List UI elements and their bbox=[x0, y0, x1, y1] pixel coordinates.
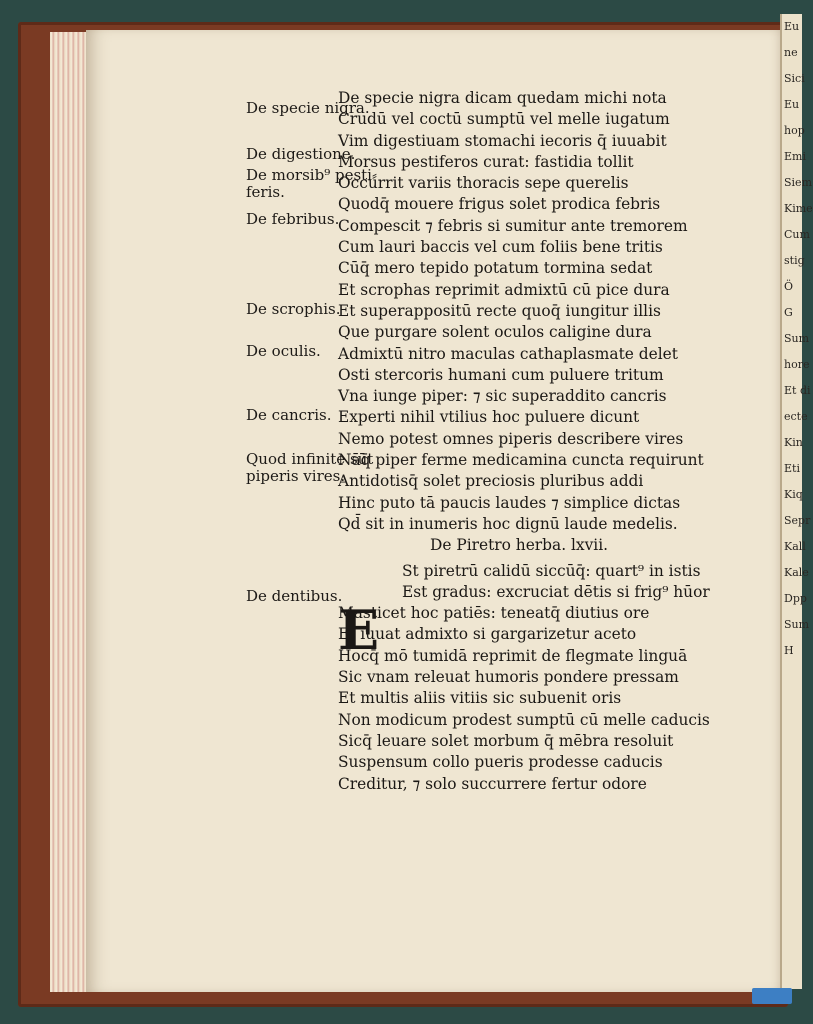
text-line: Nāq̄ piper ferme medicamina cuncta requirunt bbox=[338, 451, 704, 470]
text-line: Antidotisq̄ solet preciosis pluribus addi bbox=[338, 472, 644, 491]
chapter-text-line: Et iuuat admixto si gargarizetur aceto bbox=[338, 625, 637, 644]
text-line: Qd̄ sit in inumeris hoc dignū laude medelis. bbox=[338, 514, 678, 533]
facing-page-fragment: Kin bbox=[784, 436, 803, 449]
text-line: Que purgare solent oculos caligine dura bbox=[338, 323, 652, 342]
text-line: De specie nigra dicam quedam michi nota bbox=[338, 89, 667, 107]
facing-page-fragment: Eu bbox=[784, 20, 800, 33]
chapter-text-line: Hocq̄ mō tumidā reprimit de flegmate linguā bbox=[338, 646, 688, 665]
facing-page-fragment: H bbox=[784, 644, 794, 657]
text-line: Cūq̄ mero tepido potatum tormina sedat bbox=[338, 259, 653, 278]
chapter-heading: De Piretro herba. lxvii. bbox=[430, 536, 609, 555]
facing-page-fragment: Eti bbox=[784, 462, 800, 475]
facing-page-fragment: stig bbox=[784, 254, 805, 267]
chapter-text-line: Sicq̄ leuare solet morbum q̄ mēbra resoluit bbox=[338, 731, 674, 750]
marginal-note: De dentibus. bbox=[246, 587, 343, 605]
chapter-text-line: Suspensum collo pueris prodesse caducis bbox=[338, 753, 663, 772]
chapter-text-line: Creditur, ⁊ solo succurrere fertur odore bbox=[338, 774, 647, 793]
facing-page-fragment: Kale bbox=[784, 566, 809, 579]
main-text-column bbox=[338, 88, 738, 795]
facing-page-fragment: G bbox=[784, 306, 793, 319]
marginal-note: De morsib⁹ pesti⸗ feris. bbox=[246, 166, 377, 201]
chapter-text-line: Non modicum prodest sumptū cū melle caducis bbox=[338, 710, 710, 729]
facing-page-fragment: Kall bbox=[784, 540, 806, 553]
chapter-text-line: Masticet hoc patiēs: teneatq̄ diutius ore bbox=[338, 604, 650, 623]
facing-page-fragment: Et di bbox=[784, 384, 811, 397]
text-line: Nemo potest omnes piperis describere vires bbox=[338, 429, 684, 448]
marginal-note: De scrophis. bbox=[246, 300, 341, 318]
facing-page-fragment: Siem bbox=[784, 176, 812, 189]
facing-page-fragment: Kiq bbox=[784, 488, 803, 501]
text-line: Hinc puto tā paucis laudes ⁊ simplice dictas bbox=[338, 493, 681, 512]
facing-page-fragment: Sepr bbox=[784, 514, 811, 527]
text-line: Crudū vel coctū sumptū vel melle iugatum bbox=[338, 110, 670, 129]
decorated-initial: E bbox=[338, 598, 380, 662]
facing-page-fragment: Sum bbox=[784, 332, 810, 345]
text-line: Vim digestiuam stomachi iecoris q̄ iuuabit bbox=[338, 131, 667, 150]
chapter-text-line: Sic vnam releuat humoris pondere pressam bbox=[338, 668, 679, 687]
text-line: Osti stercoris humani cum puluere tritum bbox=[338, 365, 664, 384]
facing-page-fragment: hop bbox=[784, 124, 805, 137]
chapter-text-line: Est gradus: excruciat dētis si frig⁹ hūor bbox=[402, 582, 710, 601]
marginal-note: De digestione. bbox=[246, 145, 356, 163]
facing-page-fragment: Kime bbox=[784, 202, 813, 215]
facing-page-fragment: Emi bbox=[784, 150, 806, 163]
text-line: Et superappositū recte quoq̄ iungitur illis bbox=[338, 301, 661, 320]
marginal-note: De specie nigra. bbox=[246, 99, 370, 117]
marginal-note: De oculis. bbox=[246, 342, 321, 360]
text-line: Occurrit variis thoracis sepe querelis bbox=[338, 174, 629, 193]
marginal-note: Quod infinite sūt piperis vires. bbox=[246, 450, 374, 485]
text-line: Cum lauri baccis vel cum foliis bene tritis bbox=[338, 238, 663, 257]
facing-page-fragment: Eu bbox=[784, 98, 800, 111]
text-line: Compescit ⁊ febris si sumitur ante tremorem bbox=[338, 216, 688, 235]
facing-page-fragment: hore bbox=[784, 358, 810, 371]
text-line: Quodq̄ mouere frigus solet prodica febris bbox=[338, 195, 661, 214]
facing-page-fragment: Dpp bbox=[784, 592, 807, 605]
facing-page-fragment: Cum bbox=[784, 228, 810, 241]
facing-page-edge bbox=[780, 14, 813, 989]
text-line: Morsus pestiferos curat: fastidia tollit bbox=[338, 152, 634, 171]
chapter-text-line: St piretrū calidū siccūq̄: quart⁹ in istis bbox=[402, 561, 701, 580]
text-line: Vna iunge piper: ⁊ sic superaddito cancris bbox=[338, 387, 667, 406]
text-line: Experti nihil vtilius hoc puluere dicunt bbox=[338, 408, 640, 427]
marginal-note: De febribus. bbox=[246, 210, 340, 228]
facing-page-fragment: Sici bbox=[784, 72, 805, 85]
bookmark-tab bbox=[752, 988, 792, 1004]
facing-page-fragment: Ö bbox=[784, 280, 794, 293]
facing-page-fragment: Sum bbox=[784, 618, 810, 631]
text-line: Admixtū nitro maculas cathaplasmate delet bbox=[338, 344, 678, 363]
marginal-note: De cancris. bbox=[246, 406, 332, 424]
text-line: Et scrophas reprimit admixtū cū pice dura bbox=[338, 280, 670, 299]
chapter-text-line: Et multis aliis vitiis sic subuenit oris bbox=[338, 689, 622, 708]
facing-page-fragment: ne bbox=[784, 46, 798, 59]
facing-page-fragment: ecte bbox=[784, 410, 808, 423]
